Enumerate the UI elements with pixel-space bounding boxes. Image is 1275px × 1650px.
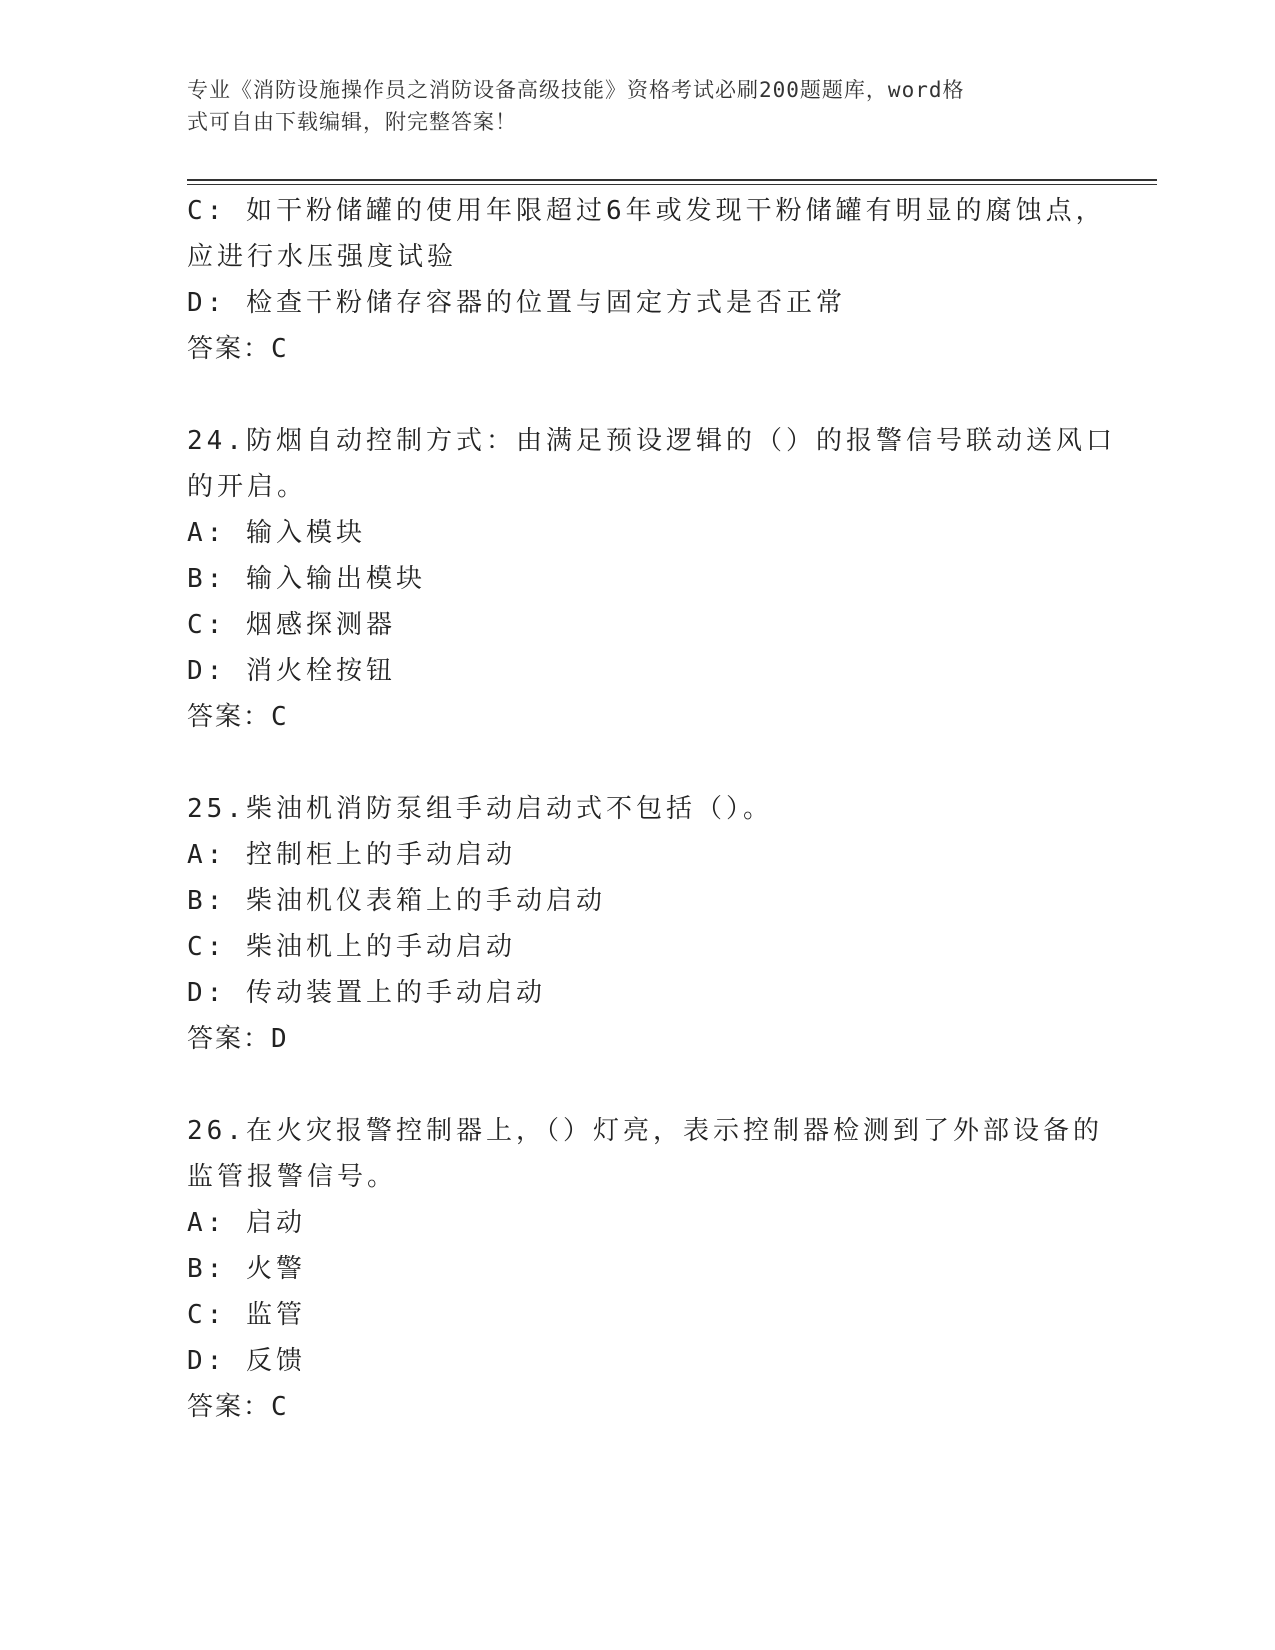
question-25 — [187, 786, 1087, 1062]
option-b: B: 输入输出模块 — [187, 564, 426, 594]
option-d: D: 消火栓按钮 — [187, 656, 396, 686]
option-a: A: 启动 — [187, 1208, 306, 1238]
question-stem-line-1: 24.防烟自动控制方式：由满足预设逻辑的（）的报警信号联动送风口 — [187, 426, 1116, 456]
option-d: D: 检查干粉储存容器的位置与固定方式是否正常 — [187, 288, 846, 318]
option-c: C: 烟感探测器 — [187, 610, 396, 640]
answer: 答案：C — [187, 1392, 289, 1422]
question-stem-line-2: 的开启。 — [187, 472, 308, 502]
header-divider-thin — [187, 184, 1157, 185]
option-b: B: 火警 — [187, 1254, 306, 1284]
header-line-1: 专业《消防设施操作员之消防设备高级技能》资格考试必刷200题题库，word格 — [187, 78, 965, 102]
spacer — [187, 740, 1087, 786]
header-line-2: 式可自由下载编辑，附完整答案！ — [187, 110, 517, 134]
option-c: C: 监管 — [187, 1300, 306, 1330]
option-c-line-2: 应进行水压强度试验 — [187, 242, 458, 272]
question-24 — [187, 418, 1116, 740]
question-stem-line-1: 26.在火灾报警控制器上，（）灯亮，表示控制器检测到了外部设备的 — [187, 1116, 1103, 1146]
answer: 答案：D — [187, 1024, 289, 1054]
question-stem-line-2: 监管报警信号。 — [187, 1162, 398, 1192]
option-c-line-1: C: 如干粉储罐的使用年限超过6年或发现干粉储罐有明显的腐蚀点， — [187, 196, 1106, 226]
header-divider-thick — [187, 179, 1157, 181]
question-23-continued — [187, 188, 1106, 372]
spacer — [187, 372, 1087, 418]
option-c: C: 柴油机上的手动启动 — [187, 932, 516, 962]
option-b: B: 柴油机仪表箱上的手动启动 — [187, 886, 606, 916]
question-stem-line-1: 25.柴油机消防泵组手动启动式不包括（）。 — [187, 794, 773, 824]
option-d: D: 传动装置上的手动启动 — [187, 978, 546, 1008]
option-d: D: 反馈 — [187, 1346, 306, 1376]
document-header — [187, 74, 1087, 138]
spacer — [187, 1062, 1087, 1108]
option-a: A: 输入模块 — [187, 518, 366, 548]
answer: 答案：C — [187, 702, 289, 732]
answer: 答案：C — [187, 334, 289, 364]
option-a: A: 控制柜上的手动启动 — [187, 840, 516, 870]
question-list — [187, 188, 1116, 1430]
question-26 — [187, 1108, 1103, 1430]
